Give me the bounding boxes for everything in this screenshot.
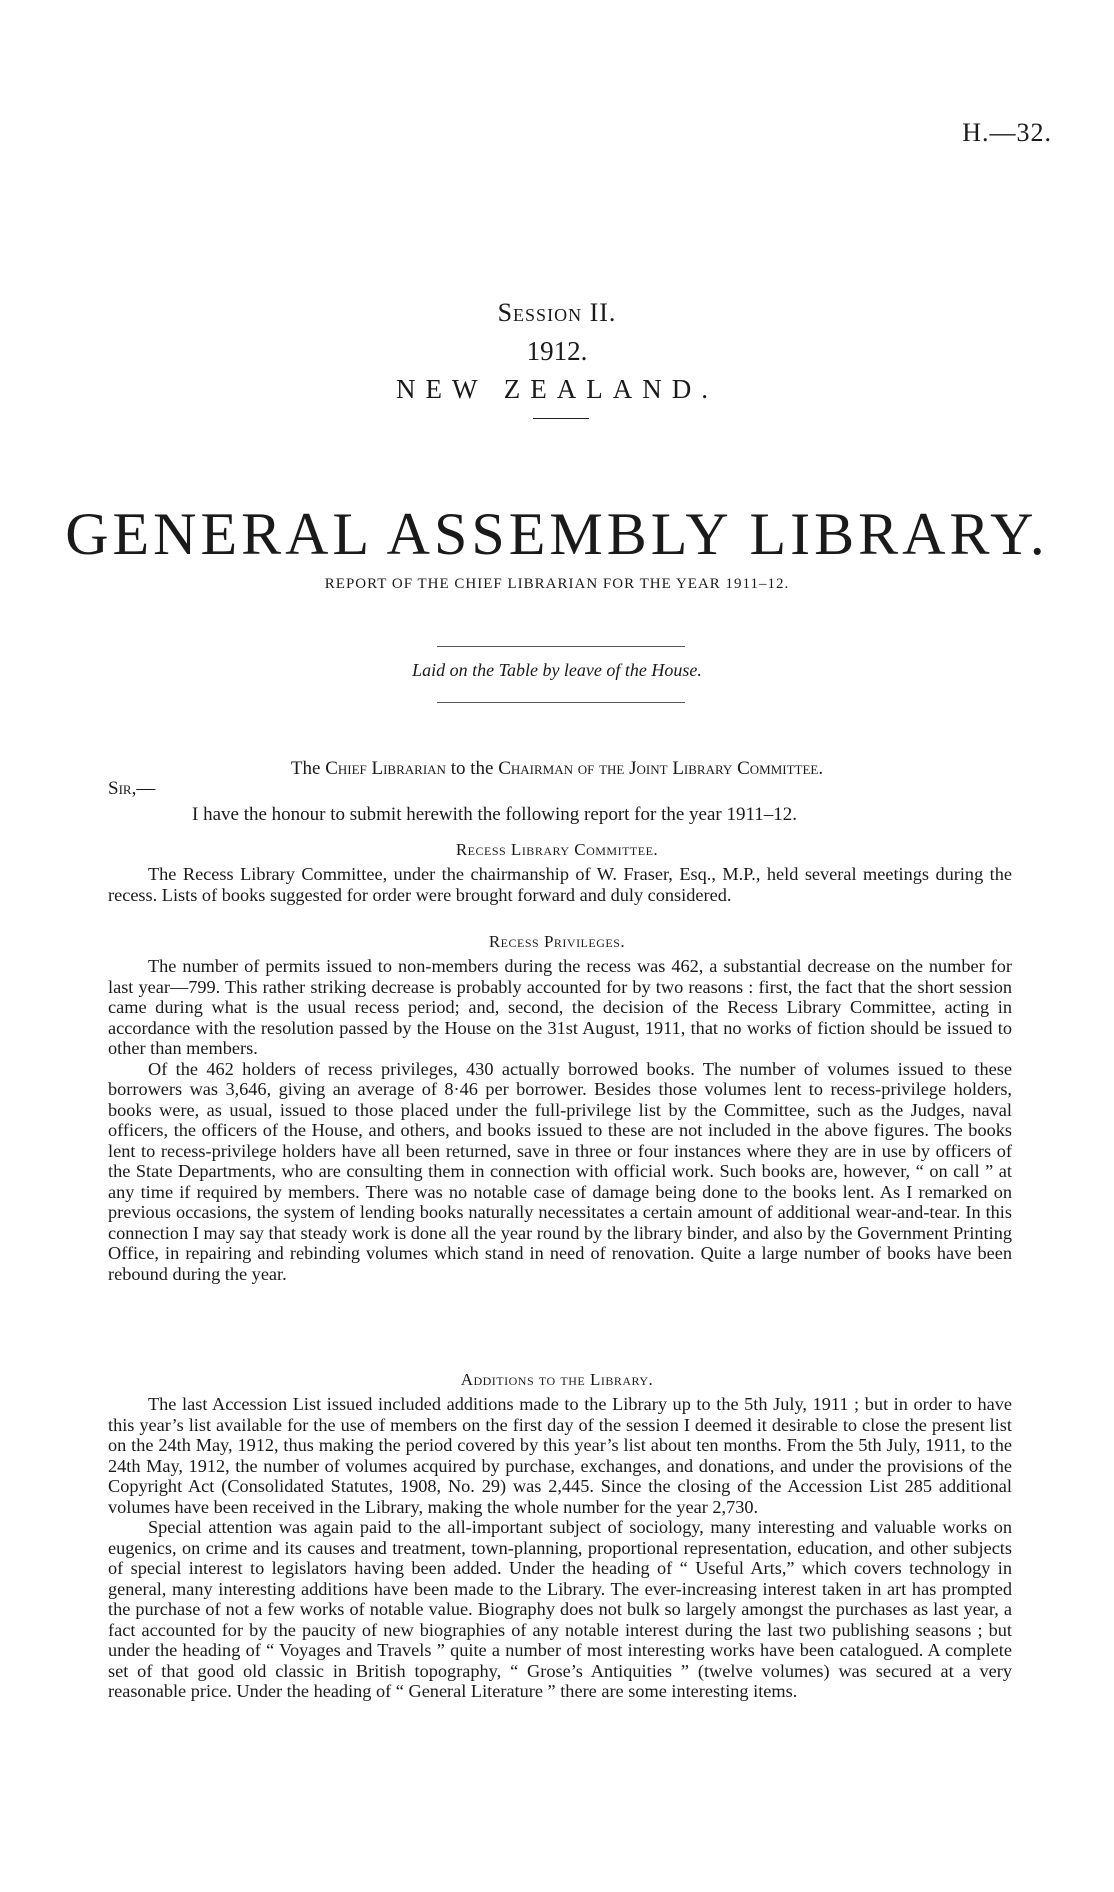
section-recess-library-committee <box>108 864 1012 905</box>
intro-sentence: I have the honour to submit herewith the following report for the year 1911–12. <box>192 804 798 825</box>
heading-recess-library-committee: Recess Library Committee. <box>455 840 659 859</box>
address-from: Chief Librarian <box>325 758 446 779</box>
address-line <box>0 758 1114 780</box>
address-the: The <box>290 758 321 779</box>
document-title: GENERAL ASSEMBLY LIBRARY. <box>65 501 1049 567</box>
country-label: NEW ZEALAND. <box>396 374 718 404</box>
page-reference: H.—32. <box>962 118 1052 147</box>
heading-recess-privileges: Recess Privileges. <box>488 932 626 951</box>
address-to: Chairman of the Joint Library Committee. <box>498 758 824 779</box>
paragraph: The Recess Library Committee, under the chairmanship of W. Fraser, Esq., M.P., held several meetings during the recess. Lists of books suggested for order were brought forward and duly considered. <box>108 864 1012 905</box>
year-label: 1912. <box>526 336 588 366</box>
divider-upper <box>437 646 685 647</box>
session-label: Session II. <box>497 298 617 327</box>
paragraph: Special attention was again paid to the all-important subject of sociology, many interesting and valuable works on eugenics, on crime and its causes and treatment, town-planning, proportional representation, education, and other subjects of special interest to legislators having been added. Under the heading of “ Useful Arts,” which covers technology in general, many interesting additions have been made to the Library. The ever-increasing interest taken in art has prompted the purchase of not a few works of notable value. Biography does not bulk so largely amongst the purchases as last year, a fact accounted for by the paucity of new biographies of any notable interest during the last two publishing seasons ; but under the heading of “ Voyages and Travels ” quite a number of most interesting works have been catalogued. A complete set of that good old classic in British topography, “ Grose’s Antiquities ” (twelve volumes) was secured at a very reasonable price. Under the heading of “ General Literature ” there are some interesting items. <box>108 1517 1012 1701</box>
divider-lower <box>437 702 685 703</box>
section-additions-to-library <box>108 1394 1012 1702</box>
paragraph: The last Accession List issued included additions made to the Library up to the 5th July, 1911 ; but in order to have this year’s list available for the use of members on the first day of the session I deemed it desirable to close the present list on the 24th May, 1912, thus making the period covered by this year’s list about ten months. From the 5th July, 1911, to the 24th May, 1912, the number of volumes acquired by purchase, exchanges, and donations, and under the provisions of the Copyright Act (Consolidated Statutes, 1908, No. 29) was 2,445. Since the closing of the Accession List 285 additional volumes have been received in the Library, making the whole number for the year 2,730. <box>108 1394 1012 1517</box>
section-recess-privileges <box>108 956 1012 1284</box>
paragraph: Of the 462 holders of recess privileges, 430 actually borrowed books. The number of volumes issued to these borrowers was 3,646, giving an average of 8·46 per borrower. Besides those volumes lent to recess-privilege holders, books were, as usual, issued to those placed under the full-privilege list by the Committee, such as the Judges, naval officers, the officers of the House, and others, and books issued to these are not included in the above figures. The books lent to recess-privilege holders have all been returned, save in three or four instances where they are in use by officers of the State Departments, who are consulting them in connection with official work. Such books are, however, “ on call ” at any time if required by members. There was no notable case of damage being done to the books lent. As I remarked on previous occasions, the system of lending books naturally necessitates a certain amount of additional wear-and-tear. In this connection I may say that steady work is done all the year round by the library binder, and also by the Government Printing Office, in repairing and rebinding volumes which stand in need of renovation. Quite a large number of books have been rebound during the year. <box>108 1058 1012 1284</box>
divider-short <box>533 418 589 419</box>
laid-on-table-note: Laid on the Table by leave of the House. <box>412 660 702 680</box>
salutation: Sir,— <box>108 778 156 799</box>
address-to-word: to the <box>450 758 494 779</box>
heading-additions-to-library: Additions to the Library. <box>460 1370 654 1389</box>
paragraph: The number of permits issued to non-members during the recess was 462, a substantial decrease on the number for last year—799. This rather striking decrease is probably accounted for by two reasons : first, the fact that the short session came during what is the usual recess period; and, second, the decision of the Recess Library Committee, acting in accordance with the resolution passed by the House on the 31st August, 1911, that no works of fiction should be issued to other than members. <box>108 956 1012 1058</box>
document-subtitle: REPORT OF THE CHIEF LIBRARIAN FOR THE YEAR 1911–12. <box>324 576 790 592</box>
